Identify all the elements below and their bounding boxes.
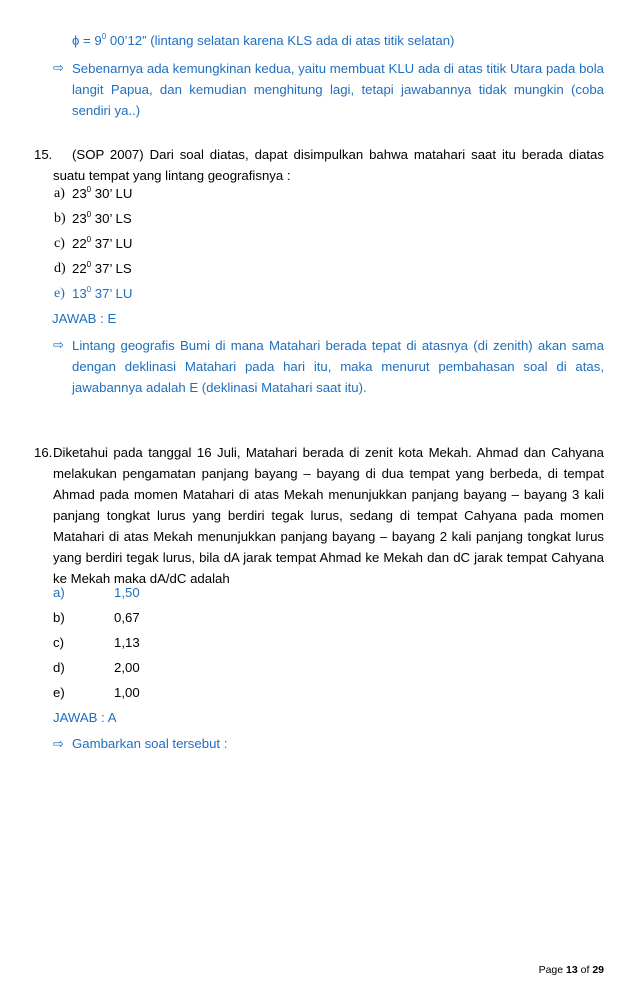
q16-option-a-value: 1,50 bbox=[114, 585, 140, 600]
arrow-icon: ⇨ bbox=[53, 737, 64, 752]
arrow-icon: ⇨ bbox=[53, 338, 64, 353]
q16-option-b-value: 0,67 bbox=[114, 610, 140, 625]
q15-option-b-letter: b) bbox=[54, 211, 66, 226]
q15-option-e: $13^0$ 37’ LU bbox=[72, 285, 133, 301]
q15-option-a-letter: a) bbox=[54, 186, 65, 201]
q15-option-b: $23^0$ 30’ LS bbox=[72, 210, 132, 226]
question-16-text: Diketahui pada tanggal 16 Juli, Matahari berada di zenit kota Mekah. Ahmad dan Cahyana melakukan pengamatan panjang bayang – bayang di dua tempat yang berbeda, di tempat Ahmad pada momen Matahari di atas Mekah menunjukkan panjang bayang – bayang 3 kali panjang tongkat lurus yang berdiri tegak lurus, sedang di tempat Cahyana pada momen Matahari di atas Mekah menunjukkan panjang bayang – bayang 2 kali panjang tongkat lurus yang berdiri tegak lurus, bila dA jarak tempat Ahmad ke Mekah dan dC jarak tempat Cahyana ke Mekah maka dA/dC adalah bbox=[53, 445, 604, 586]
q15-option-a: $23^0$ 30’ LU bbox=[72, 185, 133, 201]
question-15-answer: JAWAB : E bbox=[52, 311, 117, 326]
q16-option-a-letter: a) bbox=[53, 585, 65, 600]
total-pages: 29 bbox=[592, 964, 604, 976]
phi-line: $\phi = 9^0$ 00’12” (lintang selatan karena KLS ada di atas titik selatan) bbox=[72, 32, 455, 48]
q15-option-e-letter: e) bbox=[54, 286, 65, 301]
note-paragraph: Sebenarnya ada kemungkinan kedua, yaitu membuat KLU ada di atas titik Utara pada bola langit Papua, dan kemudian menghitung lagi, tetapi jawabannya tidak mungkin (coba sendiri ya..) bbox=[72, 61, 604, 118]
question-16-number: 16. bbox=[34, 445, 53, 460]
question-16-answer: JAWAB : A bbox=[53, 710, 117, 725]
q16-option-c-value: 1,13 bbox=[114, 635, 140, 650]
q16-option-e-value: 1,00 bbox=[114, 685, 140, 700]
question-15-number: 15. bbox=[34, 147, 53, 162]
q16-option-e-letter: e) bbox=[53, 685, 65, 700]
q16-option-b-letter: b) bbox=[53, 610, 65, 625]
question-16-explanation: Gambarkan soal tersebut : bbox=[72, 736, 228, 751]
q16-option-d-value: 2,00 bbox=[114, 660, 140, 675]
arrow-icon: ⇨ bbox=[53, 61, 64, 76]
page-footer: Page 13 of 29 bbox=[538, 964, 604, 976]
q16-option-c-letter: c) bbox=[53, 635, 64, 650]
question-15-text: (SOP 2007) Dari soal diatas, dapat disimpulkan bahwa matahari saat itu berada diatas suatu tempat yang lintang geografisnya : bbox=[53, 147, 604, 183]
question-15-explanation: Lintang geografis Bumi di mana Matahari berada tepat di atasnya (di zenith) akan sama dengan deklinasi Matahari pada hari itu, maka menurut pembahasan soal di atas, jawabannya adalah E (deklinasi Matahari saat itu). bbox=[72, 338, 604, 395]
q15-option-d-letter: d) bbox=[54, 261, 66, 276]
q16-option-d-letter: d) bbox=[53, 660, 65, 675]
current-page: 13 bbox=[566, 964, 578, 976]
q15-option-d: $22^0$ 37’ LS bbox=[72, 260, 132, 276]
q15-option-c: $22^0$ 37’ LU bbox=[72, 235, 133, 251]
q15-option-c-letter: c) bbox=[54, 236, 65, 251]
